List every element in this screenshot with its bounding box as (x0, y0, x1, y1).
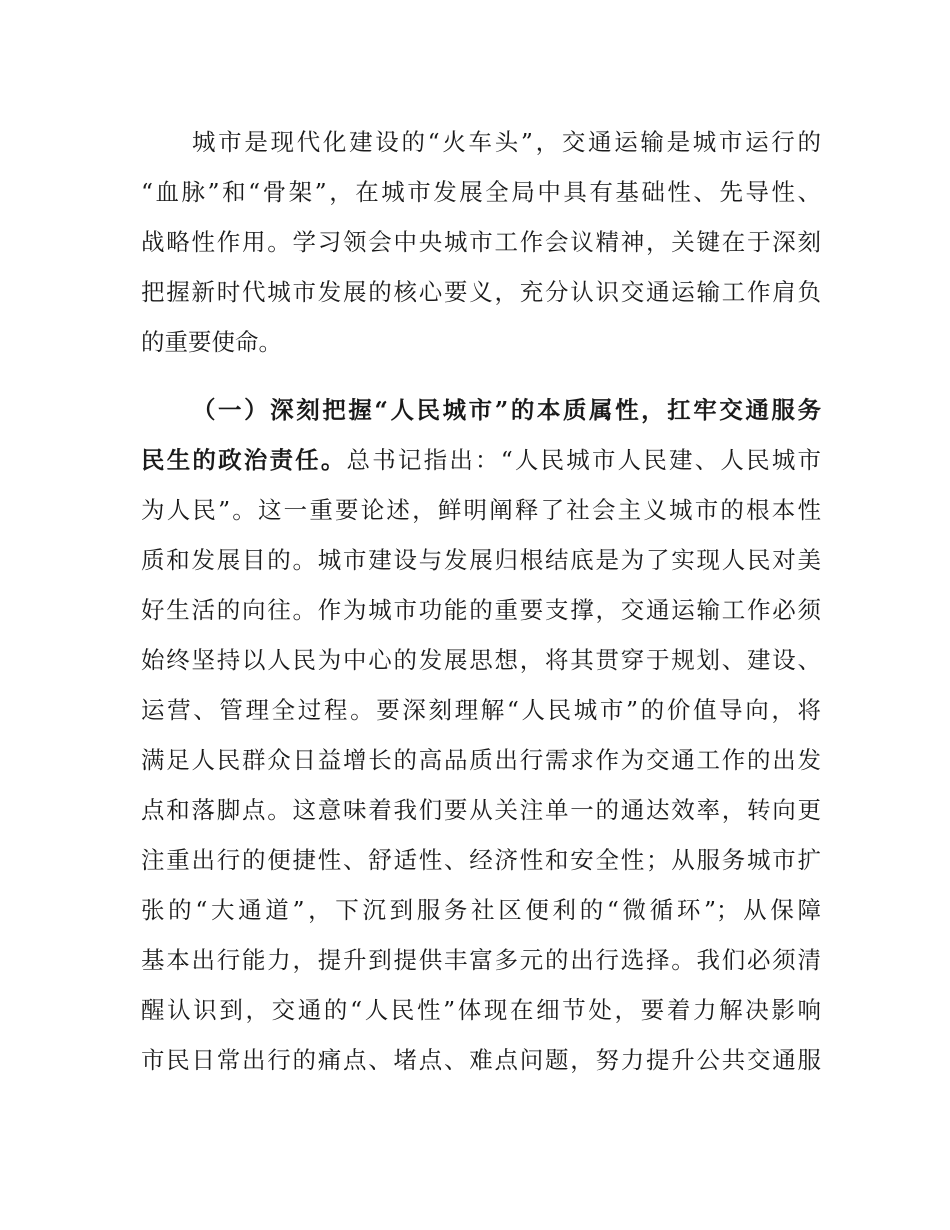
paragraph-2-line-1: 为人民”。这一重要论述，鲜明阐释了社会主义城市的根本性 (141, 496, 821, 524)
paragraph-2-line-4: 始终坚持以人民为中心的发展思想，将其贯穿于规划、建设、 (141, 646, 821, 674)
paragraph-2-line-3: 好生活的向往。作为城市功能的重要支撑，交通运输工作必须 (141, 596, 821, 624)
paragraph-2-line-7: 点和落脚点。这意味着我们要从关注单一的通达效率，转向更 (141, 796, 821, 824)
paragraph-2-line-2: 质和发展目的。城市建设与发展归根结底是为了实现人民对美 (141, 546, 821, 574)
paragraph-1-line-4: 把握新时代城市发展的核心要义，充分认识交通运输工作肩负 (141, 278, 821, 306)
section-heading-line-1: （一）深刻把握“人民城市”的本质属性，扛牢交通服务 (192, 396, 821, 424)
paragraph-1-line-5: 的重要使命。 (141, 328, 282, 356)
paragraph-2-line-10: 基本出行能力，提升到提供丰富多元的出行选择。我们必须清 (141, 946, 821, 974)
paragraph-2-line-6: 满足人民群众日益增长的高品质出行需求作为交通工作的出发 (141, 746, 821, 774)
paragraph-2-line-8: 注重出行的便捷性、舒适性、经济性和安全性；从服务城市扩 (141, 846, 821, 874)
section-heading-line-2-rest: 总书记指出：“人民城市人民建、人民城市 (346, 446, 822, 474)
paragraph-2-line-12: 市民日常出行的痛点、堵点、难点问题，努力提升公共交通服 (141, 1046, 821, 1074)
paragraph-2-line-9: 张的“大通道”，下沉到服务社区便利的“微循环”；从保障 (141, 896, 821, 924)
paragraph-1-line-1: 城市是现代化建设的“火车头”，交通运输是城市运行的 (192, 128, 821, 156)
paragraph-1-line-3: 战略性作用。学习领会中央城市工作会议精神，关键在于深刻 (141, 228, 821, 256)
paragraph-2-line-11: 醒认识到，交通的“人民性”体现在细节处，要着力解决影响 (141, 996, 821, 1024)
section-heading-bold-tail: 民生的政治责任。 (141, 446, 347, 474)
paragraph-2-line-5: 运营、管理全过程。要深刻理解“人民城市”的价值导向，将 (141, 696, 821, 724)
section-heading-line-2 (141, 435, 821, 485)
paragraph-1-line-2: “血脉”和“骨架”，在城市发展全局中具有基础性、先导性、 (141, 178, 821, 206)
